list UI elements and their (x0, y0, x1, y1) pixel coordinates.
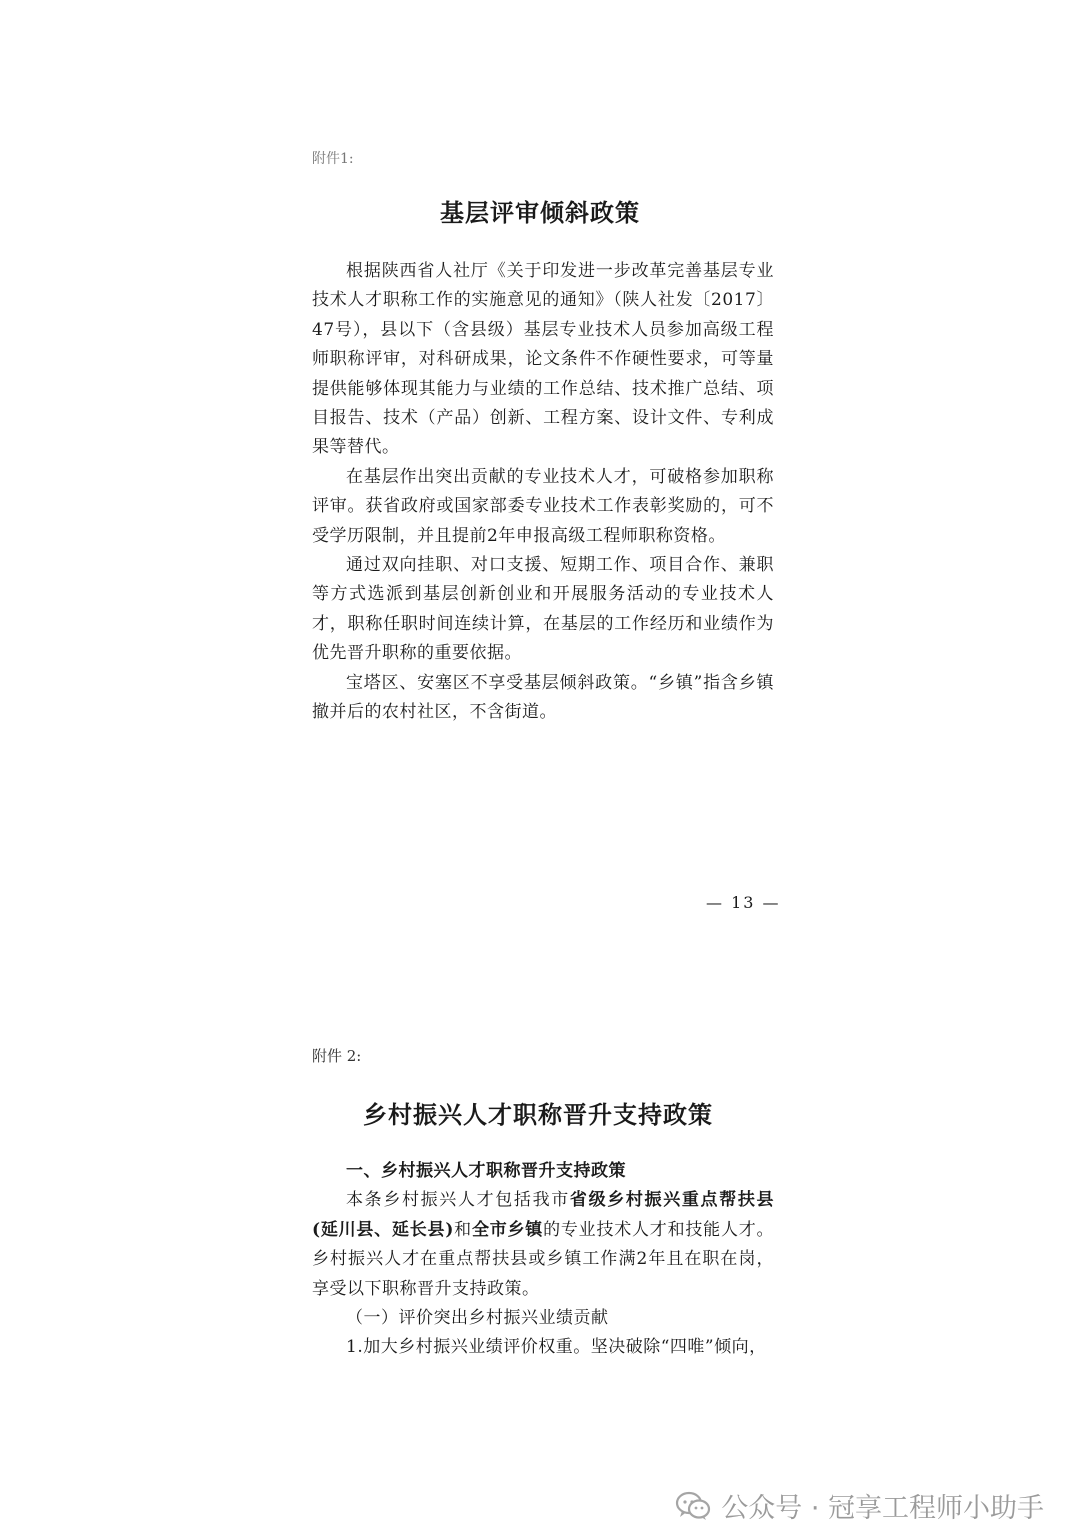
watermark (675, 1486, 1044, 1525)
subsection-heading: （一）评价突出乡村振兴业绩贡献 (346, 1308, 609, 1329)
wechat-icon (675, 1491, 711, 1521)
page-title: 基层评审倾斜政策 (440, 198, 640, 227)
attachment-label: 附件1: (312, 151, 354, 167)
list-item: 1.加大乡村振兴业绩评价权重。坚决破除“四唯”倾向， (346, 1337, 767, 1358)
watermark-text: 公众号 · 冠享工程师小助手 (721, 1493, 1044, 1524)
body-text (312, 1157, 774, 1363)
paragraph: 根据陕西省人社厅《关于印发进一步改革完善基层专业技术人才职称工作的实施意见的通知》（陕人社发〔2017〕47号），县以下（含县级）基层专业技术人员参加高级工程师职称评审，对科研成果，论文条件不作硬性要求，可等量提供能够体现其能力与业绩的工作总结、技术推广总结、项目报告、技术（产品）创新、工程方案、设计文件、专利成果等替代。 (312, 261, 774, 458)
attachment-label: 附件 2: (312, 1047, 362, 1065)
paragraph: 在基层作出突出贡献的专业技术人才，可破格参加职称评审。获省政府或国家部委专业技术工作表彰奖励的，可不受学历限制，并且提前2年申报高级工程师职称资格。 (312, 466, 774, 546)
intro-text: 本条乡村振兴人才包括我市 (346, 1190, 570, 1211)
intro-bold-text: 全市乡镇 (471, 1219, 544, 1240)
document-page-2 (0, 1000, 1080, 1527)
page-number: — 13 — (706, 893, 781, 912)
intro-paragraph (312, 1186, 774, 1304)
intro-text: 和 (453, 1219, 472, 1240)
intro-text: 的专业技术人才和技能人才。乡村振兴人才在重点帮扶县或乡镇工作满2年且在职在岗，享受以下职称晋升支持政策。 (312, 1219, 775, 1299)
paragraph: 通过双向挂职、对口支援、短期工作、项目合作、兼职等方式选派到基层创新创业和开展服务活动的专业技术人才，职称任职时间连续计算，在基层的工作经历和业绩作为优先晋升职称的重要依据。 (312, 555, 774, 664)
page-title: 乡村振兴人才职称晋升支持政策 (363, 1100, 713, 1129)
paragraph: 宝塔区、安塞区不享受基层倾斜政策。“乡镇”指含乡镇撤并后的农村社区，不含街道。 (312, 672, 774, 723)
section-heading: 一、乡村振兴人才职称晋升支持政策 (346, 1161, 626, 1181)
body-text (312, 257, 774, 728)
intro-bold-text: 省级乡村振兴重点帮扶县(延川县、延长县) (312, 1190, 775, 1240)
